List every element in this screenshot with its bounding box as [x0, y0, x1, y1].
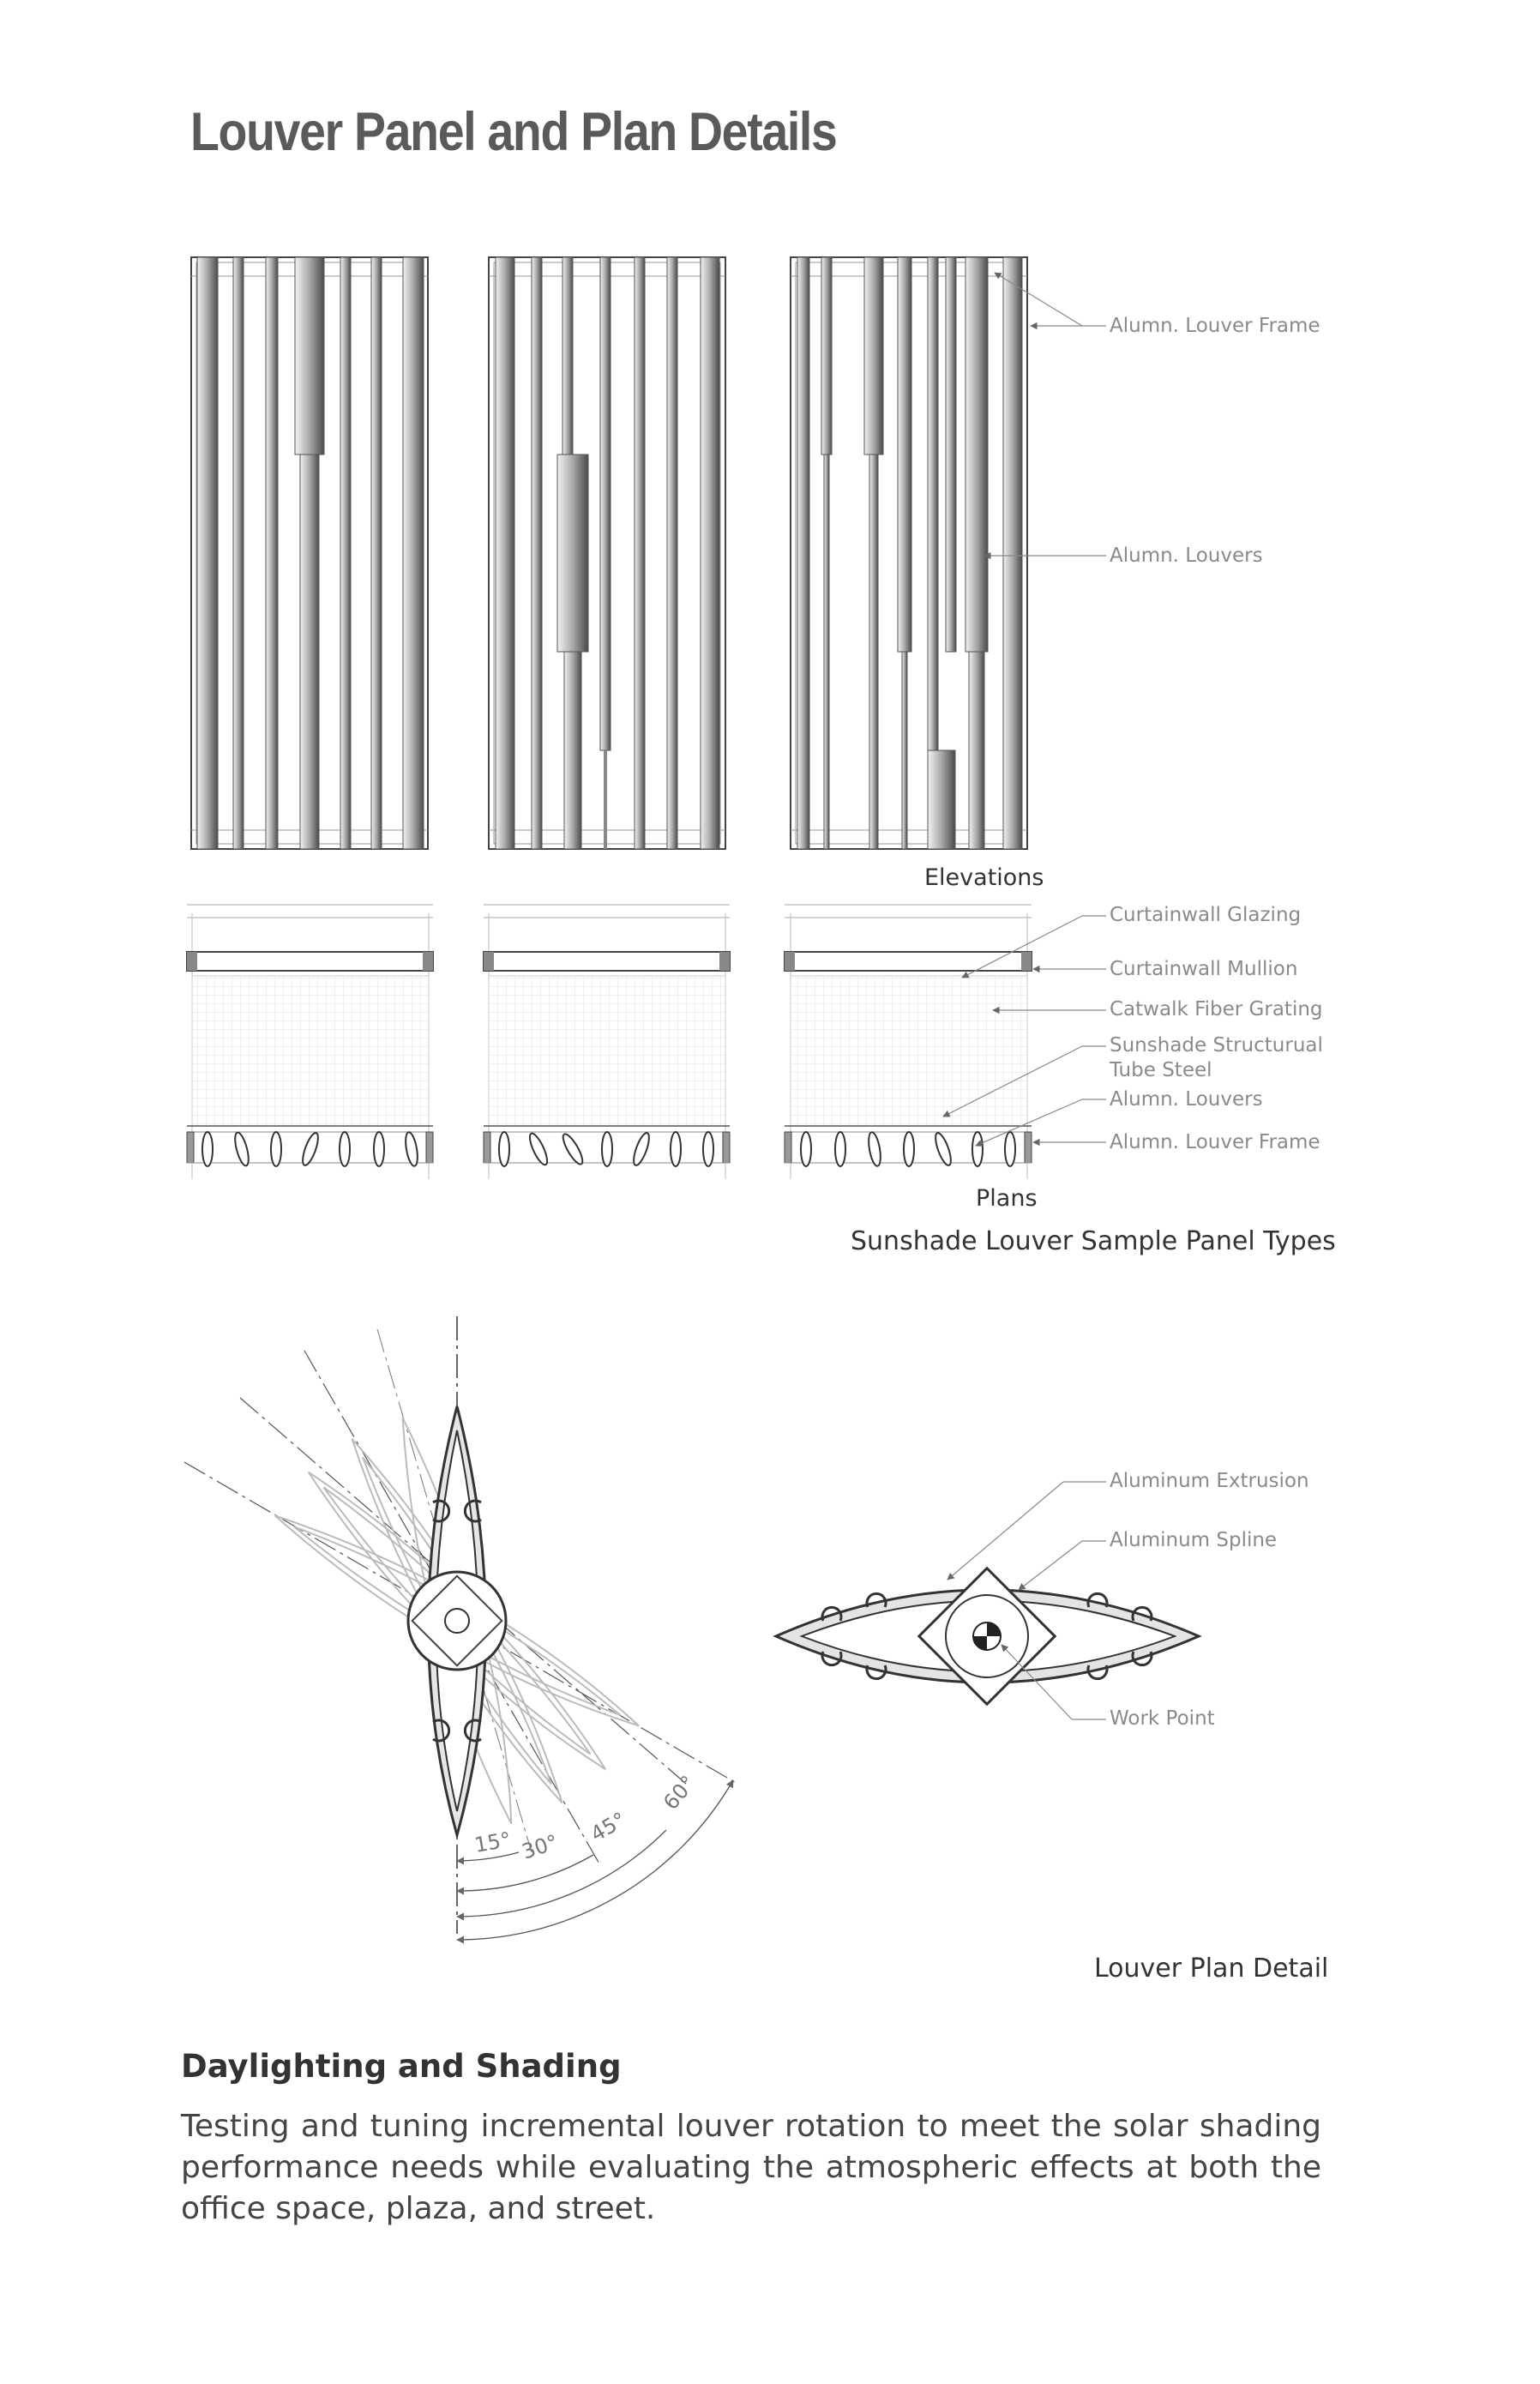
louver-rotation-diagram — [184, 1316, 737, 1940]
callout-curtainwall-mullion: Curtainwall Mullion — [1110, 958, 1298, 980]
plan-panel-2 — [484, 905, 730, 1179]
plans-caption: Plans — [976, 1185, 1038, 1212]
elevation-leaders — [984, 273, 1106, 556]
daylighting-body: Testing and tuning incremental louver rotation to meet the solar shading performance needs while evaluating the atmospheric effects at both the office space, plaza, and street. — [181, 2109, 1321, 2226]
daylighting-heading: Daylighting and Shading — [181, 2048, 622, 2085]
callout-louver-frame: Alumn. Louver Frame — [1110, 315, 1320, 337]
elevations-caption: Elevations — [924, 864, 1044, 891]
callout-louvers: Alumn. Louvers — [1110, 545, 1263, 567]
callout-tube-steel-line2: Tube Steel — [1110, 1059, 1212, 1081]
callout-work-point: Work Point — [1110, 1707, 1215, 1730]
angle-label-60: 60° — [659, 1771, 701, 1815]
angle-label-15: 15° — [472, 1827, 513, 1857]
callout-aluminum-extrusion: Aluminum Extrusion — [1110, 1470, 1309, 1492]
callout-plan-louver-frame: Alumn. Louver Frame — [1110, 1131, 1320, 1153]
elevation-panel-3 — [791, 257, 1027, 849]
page-title: Louver Panel and Plan Details — [190, 102, 837, 162]
louver-plan-detail-caption: Louver Plan Detail — [1094, 1954, 1329, 1984]
plan-panel-1 — [187, 905, 433, 1179]
louver-section-detail — [776, 1568, 1199, 1704]
elevation-panel-1 — [191, 257, 428, 849]
elevation-panel-2 — [489, 257, 725, 849]
callout-catwalk-grating: Catwalk Fiber Grating — [1110, 998, 1323, 1020]
callout-plan-louvers: Alumn. Louvers — [1110, 1088, 1263, 1111]
angle-label-45: 45° — [587, 1807, 630, 1847]
callout-curtainwall-glazing: Curtainwall Glazing — [1110, 904, 1302, 926]
callout-aluminum-spline: Aluminum Spline — [1110, 1529, 1278, 1551]
callout-tube-steel-line1: Sunshade Structurual — [1110, 1034, 1323, 1057]
panel-types-caption: Sunshade Louver Sample Panel Types — [851, 1226, 1336, 1256]
angle-label-30: 30° — [519, 1829, 562, 1864]
